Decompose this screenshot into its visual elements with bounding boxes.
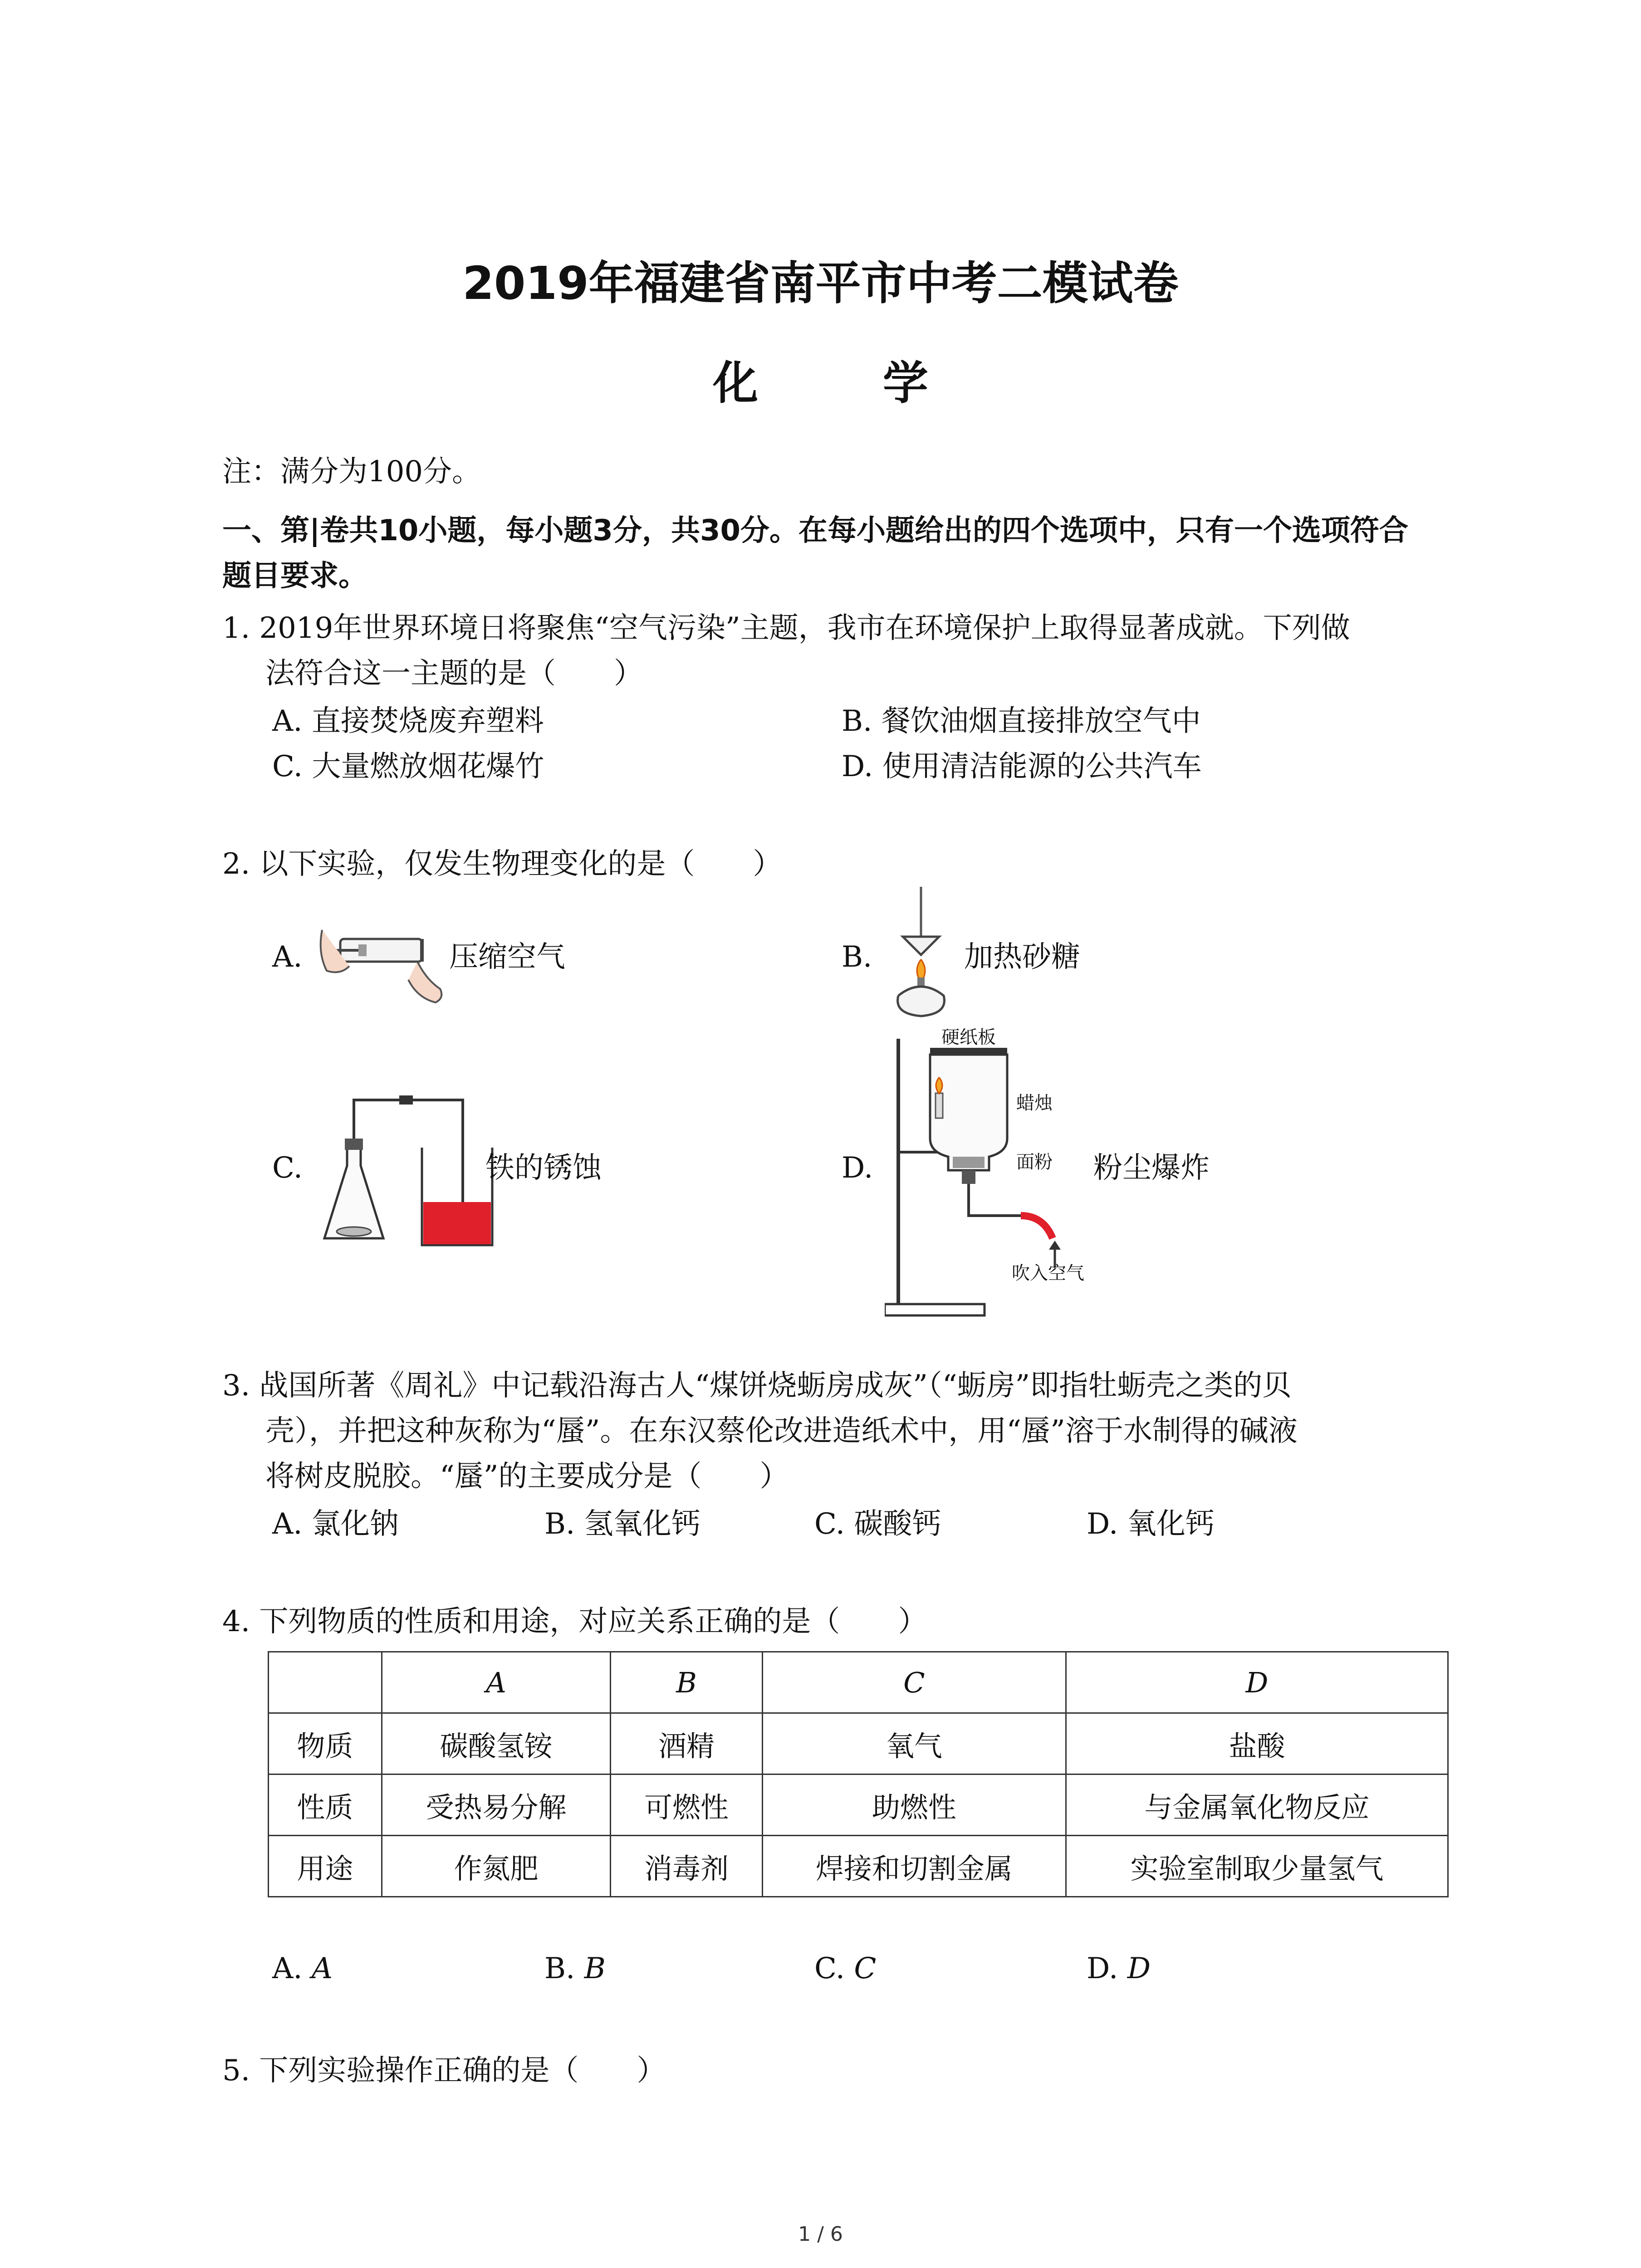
q1-option-d: D. 使用清洁能源的公共汽车 — [842, 750, 1202, 783]
exam-title: 2019年福建省南平市中考二模试卷 — [462, 257, 1179, 310]
table-cell: 可燃性 — [611, 1774, 763, 1836]
q1-stem-line1: 1. 2019年世界环境日将聚焦“空气污染”主题，我市在环境保护上取得显著成就。下列做 — [222, 611, 1350, 645]
q2-option-a-letter: A. — [272, 940, 303, 974]
property-usage-table — [268, 1651, 1449, 1897]
table-cell: 氧气 — [762, 1713, 1066, 1774]
q1-option-b: B. 餐饮油烟直接排放空气中 — [842, 704, 1201, 738]
q4-option-b: B. B — [544, 1952, 606, 1985]
page-number: 1 / 6 — [798, 2223, 843, 2246]
label-cardboard: 硬纸板 — [941, 1027, 996, 1048]
section-heading-line1: 一、第|卷共10小题，每小题3分，共30分。在每小题给出的四个选项中，只有一个选项符合 — [222, 514, 1409, 547]
table-cell — [269, 1652, 382, 1713]
q4-option-c: C. C — [814, 1952, 877, 1985]
q1-option-a: A. 直接焚烧废弃塑料 — [272, 704, 544, 738]
table-cell: C — [762, 1652, 1066, 1713]
table-cell: 碳酸氢铵 — [382, 1713, 610, 1774]
table-cell: 焊接和切割金属 — [762, 1836, 1066, 1897]
q2-option-a-label: 压缩空气 — [449, 940, 565, 974]
q1-option-c: C. 大量燃放烟花爆竹 — [272, 750, 544, 783]
table-cell: B — [611, 1652, 763, 1713]
q2-option-c-letter: C. — [272, 1151, 303, 1185]
table-cell: 实验室制取少量氢气 — [1066, 1836, 1448, 1897]
q4-option-d: D. D — [1087, 1952, 1151, 1985]
q5-stem: 5. 下列实验操作正确的是（ ） — [222, 2054, 666, 2087]
q2-option-d-label: 粉尘爆炸 — [1093, 1151, 1210, 1185]
score-note: 注：满分为100分。 — [222, 455, 481, 489]
table-cell: A — [382, 1652, 610, 1713]
q2-option-b-letter: B. — [842, 940, 872, 974]
table-row — [269, 1713, 1448, 1774]
table-cell: 性质 — [269, 1774, 382, 1836]
table-cell: D — [1066, 1652, 1448, 1713]
compress-air-figure — [313, 912, 449, 1007]
q3-option-d: D. 氧化钙 — [1087, 1507, 1215, 1541]
table-cell: 消毒剂 — [611, 1836, 763, 1897]
q2-option-d-letter: D. — [842, 1151, 873, 1185]
q3-option-b: B. 氢氧化钙 — [544, 1507, 700, 1541]
table-cell: 助燃性 — [762, 1774, 1066, 1836]
q2-option-c-label: 铁的锈蚀 — [485, 1151, 602, 1185]
table-cell: 与金属氧化物反应 — [1066, 1774, 1448, 1836]
q3-stem-line1: 3. 战国所著《周礼》中记载沿海古人“煤饼烧蛎房成灰”（“蛎房”即指牡蛎壳之类的贝 — [222, 1369, 1292, 1403]
subject-title: 化 学 — [713, 357, 983, 410]
iron-rusting-figure — [318, 1089, 499, 1247]
q1-stem-line2: 法符合这一主题的是（ ） — [265, 657, 643, 690]
q3-option-a: A. 氯化钠 — [272, 1507, 399, 1541]
table-cell: 盐酸 — [1066, 1713, 1448, 1774]
heating-sugar-figure — [876, 887, 966, 1023]
label-blow-air: 吹入空气 — [1012, 1263, 1084, 1284]
q3-option-c: C. 碳酸钙 — [814, 1507, 941, 1541]
q4-option-a: A. A — [272, 1952, 333, 1985]
q4-stem: 4. 下列物质的性质和用途，对应关系正确的是（ ） — [222, 1605, 927, 1638]
table-cell: 用途 — [269, 1836, 382, 1897]
q2-option-b-label: 加热砂糖 — [964, 940, 1080, 974]
table-cell: 物质 — [269, 1713, 382, 1774]
table-row — [269, 1774, 1448, 1836]
table-cell: 酒精 — [611, 1713, 763, 1774]
q3-stem-line3: 将树皮脱胶。“蜃”的主要成分是（ ） — [265, 1460, 789, 1493]
table-cell: 作氮肥 — [382, 1836, 610, 1897]
label-candle: 蜡烛 — [1016, 1093, 1053, 1114]
table-header-row — [269, 1652, 1448, 1713]
table-cell: 受热易分解 — [382, 1774, 610, 1836]
section-heading-line2: 题目要求。 — [222, 559, 367, 593]
q3-stem-line2: 壳），并把这种灰称为“蜃”。在东汉蔡伦改进造纸术中，用“蜃”溶于水制得的碱液 — [265, 1414, 1298, 1448]
table-row — [269, 1836, 1448, 1897]
q2-stem: 2. 以下实验，仅发生物理变化的是（ ） — [222, 847, 782, 881]
label-flour: 面粉 — [1016, 1152, 1053, 1173]
